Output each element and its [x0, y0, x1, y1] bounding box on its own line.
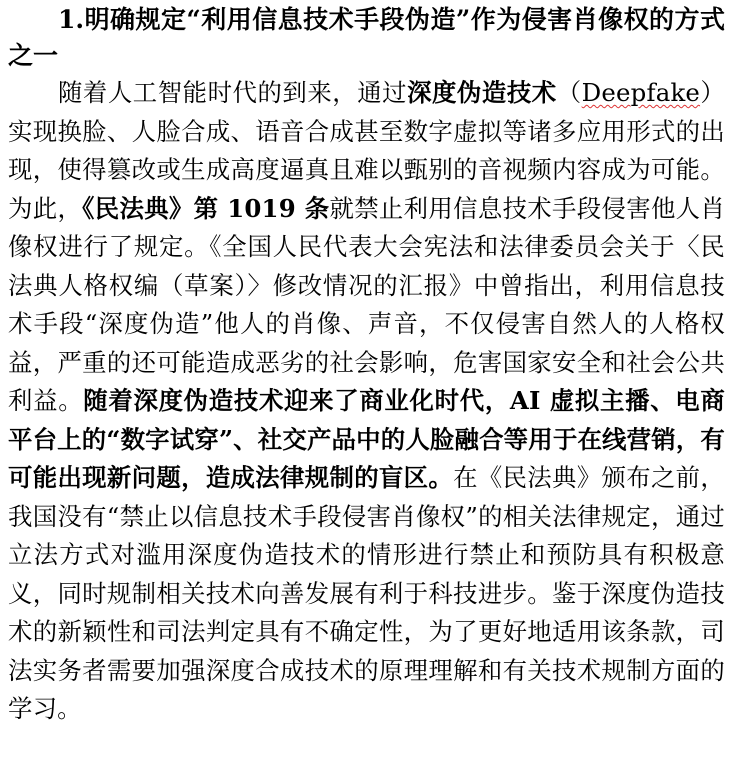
spellcheck-marked-word: Deepfake — [581, 78, 701, 107]
paragraph-conclusion: 在《民法典》颁布之前，我国没有“禁止以信息技术手段侵害肖像权”的相关法律规定，通过立法方式对滥用深度伪造技术的情形进行禁止和预防具有积极意义，同时规制相关技术向善发展有利于科技进步。鉴于深度伪造技术的新颖性和司法判定具有不确定性，为了更好地适用该条款，司法实务者需要加强深度合成技术的原理理解和有关技术规制方面的学习。 — [8, 463, 726, 723]
body-paragraph — [8, 74, 725, 729]
heading-line-2: 的方式之一 — [8, 5, 725, 70]
paragraph-open-paren: （ — [556, 78, 582, 107]
emphasis-civil-code-article: 《民法典》第 1019 条 — [82, 193, 330, 223]
emphasis-commercialization: 随着深度伪造技术迎来了商业化时代，AI 虚拟主播、电商平台上的“数字试穿”、社交产品中的人脸融合等用于在线营销，有可能出现新问题，造成法律规制的盲区。 — [8, 386, 725, 492]
paragraph-legislative-report: 就禁止利用信息技术手段侵害他人肖像权进行了规定。《全国人民代表大会宪法和法律委员会关于〈民法典人格权编（草案）〉修改情况的汇报》中曾指出，利用信息技术手段“深度伪造”他人的肖像、声音，不仅侵害自然人的人格权益，严重的还可能造成恶劣的社会影响，危害国家安全和社会公共利益。 — [8, 193, 726, 415]
section-heading — [8, 2, 725, 74]
paragraph-intro: 随着人工智能时代的到来，通过 — [58, 78, 408, 107]
emphasis-deepfake-tech: 深度伪造技术 — [407, 78, 557, 107]
heading-line-1: 1.明确规定“利用信息技术手段伪造”作为侵害肖像权 — [58, 5, 650, 34]
paragraph-applications: ）实现换脸、人脸合成、语音合成甚至数字虚拟等诸多应用形式的出现，使得篡改或生成高度逼真且难以甄别的音视频内容成为可能。为此， — [8, 78, 725, 223]
